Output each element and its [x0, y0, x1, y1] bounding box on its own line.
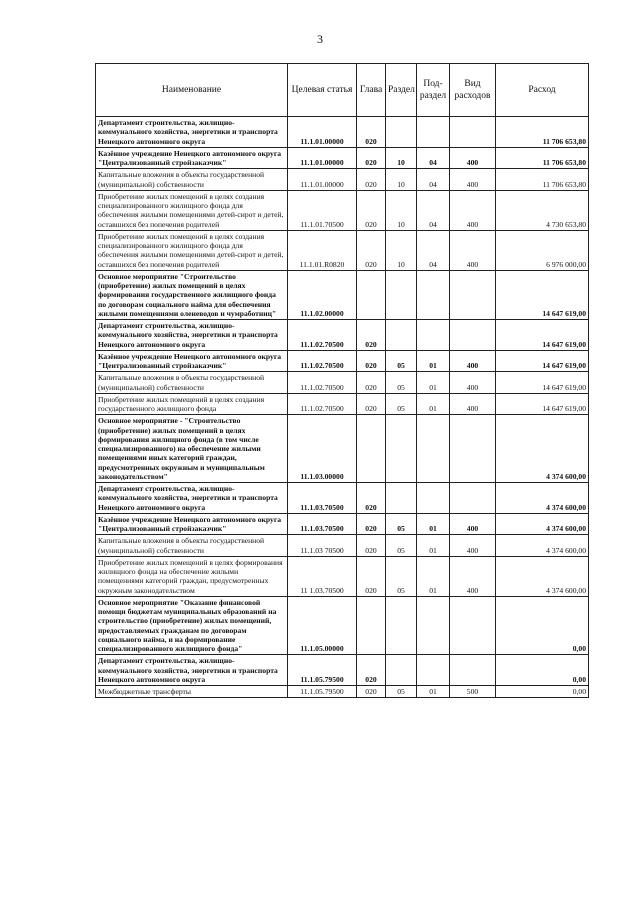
subsection-cell: 01 — [417, 513, 450, 535]
section-cell: 05 — [386, 372, 417, 394]
subsection-cell — [417, 117, 450, 148]
name-cell: Казённое учреждение Ненецкого автономного округа "Централизованный стройзаказчик" — [96, 147, 288, 169]
target-cell: 11.1.02.00000 — [288, 270, 357, 319]
chapter-cell: 020 — [357, 535, 386, 557]
expense-type-cell — [450, 596, 496, 655]
amount-cell: 14 647 619,00 — [496, 372, 589, 394]
section-cell — [386, 270, 417, 319]
subsection-cell: 01 — [417, 686, 450, 698]
amount-cell: 4 730 653,80 — [496, 190, 589, 230]
table-row — [96, 596, 589, 655]
table-row — [96, 372, 589, 394]
amount-cell: 4 374 600,00 — [496, 513, 589, 535]
target-cell: 11.1.01.00000 — [288, 169, 357, 191]
target-cell: 11.1.03 70500 — [288, 535, 357, 557]
section-cell — [386, 117, 417, 148]
chapter-cell: 020 — [357, 513, 386, 535]
expense-type-cell — [450, 270, 496, 319]
table-row — [96, 393, 589, 415]
expense-type-cell: 400 — [450, 393, 496, 415]
page-number: 3 — [317, 32, 323, 46]
name-cell: Приобретение жилых помещений в целях создания специализированного жилищного фонда для обеспечения жилыми помещениями детей-сирот и детей, оставшихся без попечения родителей — [96, 190, 288, 230]
chapter-cell: 020 — [357, 483, 386, 514]
subsection-cell: 04 — [417, 169, 450, 191]
subsection-cell — [417, 270, 450, 319]
table-row — [96, 556, 589, 596]
section-cell: 10 — [386, 190, 417, 230]
chapter-cell — [357, 596, 386, 655]
expense-type-cell — [450, 415, 496, 483]
header-section: Раздел — [386, 64, 417, 117]
chapter-cell — [357, 270, 386, 319]
subsection-cell: 01 — [417, 556, 450, 596]
subsection-cell — [417, 415, 450, 483]
target-cell: 11.1.01.R0820 — [288, 230, 357, 270]
name-cell: Департамент строительства, жилищно-коммунального хозяйства, энергетики и транспорта Ненецкого автономного округа — [96, 117, 288, 148]
expense-type-cell: 400 — [450, 147, 496, 169]
amount-cell: 4 374 600,00 — [496, 556, 589, 596]
subsection-cell — [417, 320, 450, 351]
section-cell: 05 — [386, 513, 417, 535]
target-cell: 11.1.01.00000 — [288, 117, 357, 148]
subsection-cell — [417, 483, 450, 514]
expense-type-cell: 400 — [450, 372, 496, 394]
name-cell: Казённое учреждение Ненецкого автономного округа "Централизованный стройзаказчик" — [96, 513, 288, 535]
chapter-cell: 020 — [357, 147, 386, 169]
expense-type-cell: 500 — [450, 686, 496, 698]
section-cell: 05 — [386, 556, 417, 596]
target-cell: 11.1.03.70500 — [288, 513, 357, 535]
amount-cell: 0,00 — [496, 596, 589, 655]
section-cell: 10 — [386, 147, 417, 169]
name-cell: Основное мероприятие - "Строительство (приобретение) жилых помещений в целях формирования жилищного фонда (в том числе специализированного) на обеспечение жилыми помещениями иных категорий граждан, предусмотренных окружным и муниципальным законодательством" — [96, 415, 288, 483]
section-cell — [386, 655, 417, 686]
target-cell: 11.1.02.70500 — [288, 372, 357, 394]
target-cell: 11 1.03.70500 — [288, 556, 357, 596]
amount-cell: 4 374 600,00 — [496, 535, 589, 557]
section-cell — [386, 596, 417, 655]
expense-type-cell: 400 — [450, 556, 496, 596]
section-cell: 05 — [386, 686, 417, 698]
name-cell: Капитальные вложения в объекты государственной (муниципальной) собственности — [96, 535, 288, 557]
table-row — [96, 535, 589, 557]
target-cell: 11.1.02.70500 — [288, 350, 357, 372]
target-cell: 11.1.05.79500 — [288, 655, 357, 686]
table-row — [96, 169, 589, 191]
subsection-cell: 01 — [417, 393, 450, 415]
table-row — [96, 230, 589, 270]
name-cell: Департамент строительства, жилищно-коммунального хозяйства, энергетики и транспорта Ненецкого автономного округа — [96, 655, 288, 686]
target-cell: 11.1.01.00000 — [288, 147, 357, 169]
amount-cell: 11 706 653,80 — [496, 117, 589, 148]
name-cell: Межбюджетные трансферты — [96, 686, 288, 698]
table-row — [96, 190, 589, 230]
section-cell: 05 — [386, 535, 417, 557]
table-row — [96, 483, 589, 514]
section-cell: 05 — [386, 393, 417, 415]
target-cell: 11.1.05.79500 — [288, 686, 357, 698]
name-cell: Основное мероприятие "Оказание финансовой помощи бюджетам муниципальных образований на строительство (приобретение) жилых помещений, предоставляемых гражданам по договорам социального найма, и на формирование специализированного жилищного фонда" — [96, 596, 288, 655]
expense-type-cell — [450, 117, 496, 148]
expense-type-cell: 400 — [450, 230, 496, 270]
chapter-cell: 020 — [357, 230, 386, 270]
chapter-cell: 020 — [357, 169, 386, 191]
subsection-cell: 04 — [417, 230, 450, 270]
section-cell — [386, 483, 417, 514]
chapter-cell: 020 — [357, 320, 386, 351]
amount-cell: 14 647 619,00 — [496, 320, 589, 351]
expense-type-cell: 400 — [450, 169, 496, 191]
table-row — [96, 686, 589, 698]
subsection-cell — [417, 596, 450, 655]
header-expense-type: Вид расходов — [450, 64, 496, 117]
amount-cell: 14 647 619,00 — [496, 270, 589, 319]
section-cell: 05 — [386, 350, 417, 372]
subsection-cell: 01 — [417, 535, 450, 557]
expense-type-cell — [450, 483, 496, 514]
section-cell — [386, 415, 417, 483]
table-header-row — [96, 64, 589, 117]
subsection-cell: 04 — [417, 190, 450, 230]
target-cell: 11.1.05.00000 — [288, 596, 357, 655]
table-row — [96, 147, 589, 169]
table-row — [96, 270, 589, 319]
header-target: Целевая статья — [288, 64, 357, 117]
chapter-cell: 020 — [357, 350, 386, 372]
header-chapter: Глава — [357, 64, 386, 117]
chapter-cell — [357, 415, 386, 483]
amount-cell: 6 976 000,00 — [496, 230, 589, 270]
amount-cell: 14 647 619,00 — [496, 350, 589, 372]
name-cell: Капитальные вложения в объекты государственной (муниципальной) собственности — [96, 372, 288, 394]
amount-cell: 4 374 600,00 — [496, 415, 589, 483]
amount-cell: 14 647 619,00 — [496, 393, 589, 415]
amount-cell: 0,00 — [496, 686, 589, 698]
header-amount: Расход — [496, 64, 589, 117]
target-cell: 11.1.02.70500 — [288, 393, 357, 415]
name-cell: Казённое учреждение Ненецкого автономного округа "Централизованный стройзаказчик" — [96, 350, 288, 372]
section-cell — [386, 320, 417, 351]
table-row — [96, 117, 589, 148]
expense-type-cell — [450, 320, 496, 351]
name-cell: Департамент строительства, жилищно-коммунального хозяйства, энергетики и транспорта Ненецкого автономного округа — [96, 320, 288, 351]
section-cell: 10 — [386, 230, 417, 270]
subsection-cell: 01 — [417, 372, 450, 394]
target-cell: 11.1.01.70500 — [288, 190, 357, 230]
subsection-cell: 01 — [417, 350, 450, 372]
expense-type-cell: 400 — [450, 513, 496, 535]
amount-cell: 0,00 — [496, 655, 589, 686]
name-cell: Департамент строительства, жилищно-коммунального хозяйства, энергетики и транспорта Ненецкого автономного округа — [96, 483, 288, 514]
target-cell: 11.1.02.70500 — [288, 320, 357, 351]
amount-cell: 11 706 653,80 — [496, 169, 589, 191]
amount-cell: 4 374 600,00 — [496, 483, 589, 514]
table-row — [96, 350, 589, 372]
name-cell: Основное мероприятие "Строительство (приобретение) жилых помещений в целях формирования государственного жилищного фонда по договорам социального найма для обеспечения жилыми помещениями оленеводов и чумработниц" — [96, 270, 288, 319]
chapter-cell: 020 — [357, 372, 386, 394]
chapter-cell: 020 — [357, 393, 386, 415]
section-cell: 10 — [386, 169, 417, 191]
amount-cell: 11 706 653,80 — [496, 147, 589, 169]
chapter-cell: 020 — [357, 655, 386, 686]
name-cell: Приобретение жилых помещений в целях формирования жилищного фонда на обеспечение жилыми помещениями категорий граждан, предусмотренных окружным законодательством — [96, 556, 288, 596]
name-cell: Приобретение жилых помещений в целях создания специализированного жилищного фонда для обеспечения жилыми помещениями детей-сирот и детей, оставшихся без попечения родителей — [96, 230, 288, 270]
expense-type-cell: 400 — [450, 190, 496, 230]
table-row — [96, 415, 589, 483]
target-cell: 11.1.03.00000 — [288, 415, 357, 483]
table-row — [96, 320, 589, 351]
table-row — [96, 655, 589, 686]
header-subsection: Под-раздел — [417, 64, 450, 117]
expense-type-cell — [450, 655, 496, 686]
budget-table — [95, 63, 589, 698]
header-name: Наименование — [96, 64, 288, 117]
chapter-cell: 020 — [357, 556, 386, 596]
subsection-cell: 04 — [417, 147, 450, 169]
chapter-cell: 020 — [357, 686, 386, 698]
chapter-cell: 020 — [357, 190, 386, 230]
expense-type-cell: 400 — [450, 350, 496, 372]
name-cell: Капитальные вложения в объекты государственной (муниципальной) собственности — [96, 169, 288, 191]
subsection-cell — [417, 655, 450, 686]
target-cell: 11.1.03.70500 — [288, 483, 357, 514]
table-row — [96, 513, 589, 535]
chapter-cell: 020 — [357, 117, 386, 148]
expense-type-cell: 400 — [450, 535, 496, 557]
name-cell: Приобретение жилых помещений в целях создания государственного жилищного фонда — [96, 393, 288, 415]
